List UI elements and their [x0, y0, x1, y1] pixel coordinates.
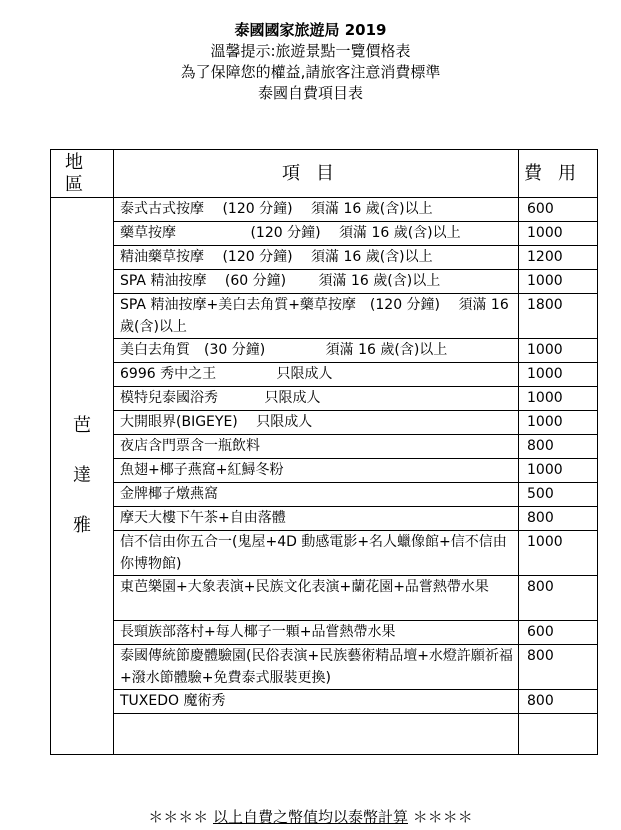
price-cell: 1800 [519, 294, 598, 339]
region-char: 芭 [73, 415, 91, 436]
item-cell: 精油藥草按摩 (120 分鐘) 須滿 16 歲(含)以上 [114, 246, 519, 270]
item-cell: 美白去角質 (30 分鐘) 須滿 16 歲(含)以上 [114, 339, 519, 363]
table-row [51, 387, 598, 411]
region-char: 雅 [73, 515, 91, 536]
price-cell: 800 [519, 435, 598, 459]
price-cell: 800 [519, 576, 598, 621]
price-cell: 800 [519, 690, 598, 714]
price-cell: 1000 [519, 411, 598, 435]
table-row [51, 411, 598, 435]
price-cell: 1000 [519, 459, 598, 483]
footer-stars-left: ＊＊＊＊ [148, 808, 209, 826]
price-cell: 1000 [519, 387, 598, 411]
item-cell: SPA 精油按摩+美白去角質+藥草按摩 (120 分鐘) 須滿 16 歲(含)以上 [114, 294, 519, 339]
header-notice: 為了保障您的權益,請旅客注意消費標準 [180, 63, 441, 81]
header-subtitle: 溫馨提示:旅遊景點一覽價格表 [210, 42, 411, 60]
header-price: 費用 [519, 150, 598, 198]
item-cell: 夜店含門票含一瓶飲料 [114, 435, 519, 459]
price-cell: 1000 [519, 363, 598, 387]
item-cell: 大開眼界(BIGEYE) 只限成人 [114, 411, 519, 435]
price-cell: 600 [519, 198, 598, 222]
table-row [51, 531, 598, 576]
table-row [51, 363, 598, 387]
document-header [0, 20, 621, 104]
item-cell: 藥草按摩 (120 分鐘) 須滿 16 歲(含)以上 [114, 222, 519, 246]
item-cell: 長頸族部落村+每人椰子一顆+品嘗熱帶水果 [114, 621, 519, 645]
item-cell: 金牌椰子燉燕窩 [114, 483, 519, 507]
empty-item-cell [114, 714, 519, 755]
empty-price-cell [519, 714, 598, 755]
table-row [51, 198, 598, 222]
item-cell: 6996 秀中之王 只限成人 [114, 363, 519, 387]
empty-row [51, 714, 598, 755]
item-cell: 信不信由你五合一(鬼屋+4D 動感電影+名人蠟像館+信不信由你博物館) [114, 531, 519, 576]
item-cell: 泰國傳統節慶體驗園(民俗表演+民族藝術精品壇+水燈許願祈福+潑水節體驗+免費泰式服裝更換) [114, 645, 519, 690]
table-row [51, 339, 598, 363]
item-cell: 東芭樂園+大象表演+民族文化表演+蘭花園+品嘗熱帶水果 [114, 576, 519, 621]
table-row [51, 294, 598, 339]
item-cell: 魚翅+椰子燕窩+紅鱘冬粉 [114, 459, 519, 483]
price-cell: 1200 [519, 246, 598, 270]
table-header-row [51, 150, 598, 198]
price-cell: 800 [519, 507, 598, 531]
item-cell: SPA 精油按摩 (60 分鐘) 須滿 16 歲(含)以上 [114, 270, 519, 294]
price-cell: 1000 [519, 531, 598, 576]
item-cell: 泰式古式按摩 (120 分鐘) 須滿 16 歲(含)以上 [114, 198, 519, 222]
table-row [51, 483, 598, 507]
table-row [51, 621, 598, 645]
price-cell: 800 [519, 645, 598, 690]
footer-note-text: 以上自費之幣值均以泰幣計算 [212, 808, 408, 826]
price-cell: 1000 [519, 339, 598, 363]
footer-note [0, 806, 621, 827]
footer-stars-right: ＊＊＊＊ [412, 808, 473, 826]
item-cell: 摩天大樓下午茶+自由落體 [114, 507, 519, 531]
price-cell: 1000 [519, 222, 598, 246]
price-table [50, 149, 598, 755]
price-cell: 600 [519, 621, 598, 645]
header-item: 項目 [114, 150, 519, 198]
table-row [51, 222, 598, 246]
item-cell: TUXEDO 魔術秀 [114, 690, 519, 714]
price-cell: 1000 [519, 270, 598, 294]
table-row [51, 246, 598, 270]
table-row [51, 270, 598, 294]
region-char: 達 [73, 465, 91, 486]
price-cell: 500 [519, 483, 598, 507]
table-row [51, 576, 598, 621]
table-row [51, 435, 598, 459]
table-row [51, 507, 598, 531]
item-cell: 模特兒泰國浴秀 只限成人 [114, 387, 519, 411]
header-table-title: 泰國自費項目表 [257, 84, 363, 102]
table-row [51, 645, 598, 690]
region-cell [51, 198, 114, 755]
header-region: 地區 [51, 150, 114, 198]
table-row [51, 459, 598, 483]
table-row [51, 690, 598, 714]
header-title: 泰國國家旅遊局 2019 [234, 21, 387, 39]
